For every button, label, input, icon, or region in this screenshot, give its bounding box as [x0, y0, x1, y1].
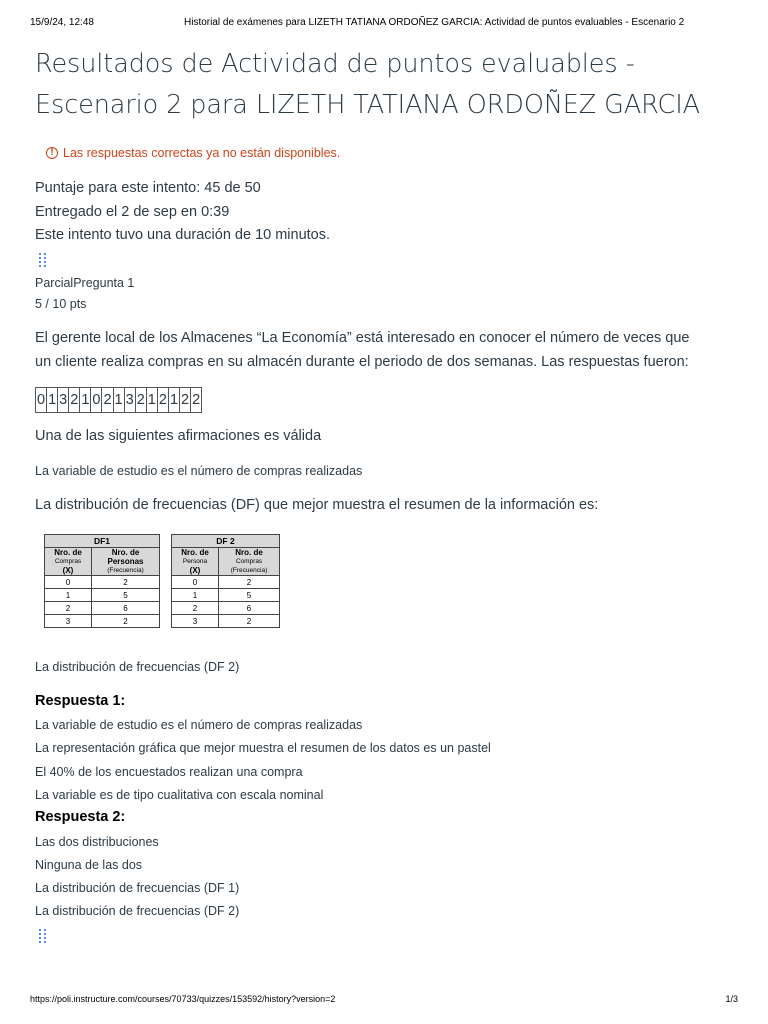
respuesta-1-option[interactable]: El 40% de los encuestados realizan una compra [35, 765, 303, 779]
table-row: 3 2 [45, 615, 160, 628]
respuesta-2-option[interactable]: Las dos distribuciones [35, 835, 159, 849]
respuesta-1-label: Respuesta 1: [35, 693, 126, 709]
print-document-title: Historial de exámenes para LIZETH TATIANA ORDOÑEZ GARCIA: Actividad de puntos evaluables - Escenario 2 [184, 17, 685, 28]
print-footer [30, 994, 738, 1008]
print-header [30, 17, 738, 31]
drag-handle-icon[interactable] [38, 928, 48, 944]
df1-col-header-freq: Nro. de Personas (Frecuencia) [92, 548, 160, 576]
table-row: 3 2 [172, 615, 280, 628]
question-text-line-1: El gerente local de los Almacenes “La Economía” está interesado en conocer el número de veces que [35, 330, 690, 346]
table-row: 2 6 [45, 602, 160, 615]
df1-table [44, 534, 160, 628]
respuesta-2-option[interactable]: La distribución de frecuencias (DF 1) [35, 881, 240, 895]
digit-cell: 2 [157, 388, 168, 412]
df2-col-header-freq: Nro. de Compras (Frecuencia) [219, 548, 280, 576]
respuesta-2-option[interactable]: Ninguna de las dos [35, 858, 143, 872]
answers-unavailable-alert [46, 146, 340, 160]
question-text [35, 326, 735, 374]
digit-cell: 0 [90, 388, 101, 412]
answer-1-value: La variable de estudio es el número de compras realizadas [35, 464, 363, 478]
statement-1: Una de las siguientes afirmaciones es válida [35, 428, 322, 444]
digit-cell: 2 [135, 388, 146, 412]
page-title-line-1: Resultados de Actividad de puntos evaluables - [35, 49, 635, 79]
digit-cell: 1 [46, 388, 57, 412]
page-number: 1/3 [725, 994, 738, 1004]
df2-caption: DF 2 [172, 535, 280, 548]
df1-col-header-x: Nro. de Compras (X) [45, 548, 92, 576]
attempt-submitted: Entregado el 2 de sep en 0:39 [35, 204, 230, 220]
question-text-line-2: un cliente realiza compras en su almacén durante el periodo de dos semanas. Las respuestas fueron: [35, 354, 689, 370]
digit-cell: 0 [37, 392, 46, 408]
digit-cell: 1 [168, 388, 179, 412]
respuesta-1-option[interactable]: La variable de estudio es el número de compras realizadas [35, 718, 363, 732]
page-title [35, 44, 745, 126]
alert-text: Las respuestas correctas ya no están disponibles. [63, 146, 341, 160]
digit-cell: 1 [79, 388, 90, 412]
responses-digits-table [35, 387, 202, 413]
digit-cell: 3 [57, 388, 68, 412]
digit-cell: 2 [190, 388, 201, 412]
digit-cell: 1 [146, 388, 157, 412]
print-date: 15/9/24, 12:48 [30, 17, 94, 28]
digit-cell: 1 [113, 388, 124, 412]
table-row: 2 6 [172, 602, 280, 615]
warning-icon: ! [46, 147, 58, 159]
df1-caption: DF1 [45, 535, 160, 548]
question-points: 5 / 10 pts [35, 297, 87, 311]
respuesta-2-option[interactable]: La distribución de frecuencias (DF 2) [35, 904, 240, 918]
attempt-duration: Este intento tuvo una duración de 10 minutos. [35, 227, 331, 243]
respuesta-1-option[interactable]: La variable es de tipo cualitativa con escala nominal [35, 788, 324, 802]
table-row: 0 2 [172, 576, 280, 589]
df2-table [171, 534, 280, 628]
digit-cell: 2 [101, 388, 112, 412]
attempt-score: Puntaje para este intento: 45 de 50 [35, 180, 261, 196]
table-row: 1 5 [172, 589, 280, 602]
respuesta-1-option[interactable]: La representación gráfica que mejor muestra el resumen de los datos es un pastel [35, 741, 491, 755]
table-row: 0 2 [45, 576, 160, 589]
respuesta-2-label: Respuesta 2: [35, 809, 126, 825]
digit-cell: 2 [68, 388, 79, 412]
answer-2-value: La distribución de frecuencias (DF 2) [35, 660, 240, 674]
page-title-line-2: Escenario 2 para LIZETH TATIANA ORDOÑEZ GARCIA [35, 90, 700, 120]
print-url[interactable]: https://poli.instructure.com/courses/70733/quizzes/153592/history?version=2 [30, 994, 336, 1004]
question-header: ParcialPregunta 1 [35, 276, 135, 290]
digit-cell: 2 [179, 388, 190, 412]
drag-handle-icon[interactable] [38, 252, 48, 268]
table-row: 1 5 [45, 589, 160, 602]
df2-col-header-x: Nro. de Persona (X) [172, 548, 219, 576]
statement-2: La distribución de frecuencias (DF) que mejor muestra el resumen de la información es: [35, 497, 599, 513]
digit-cell: 3 [124, 388, 135, 412]
